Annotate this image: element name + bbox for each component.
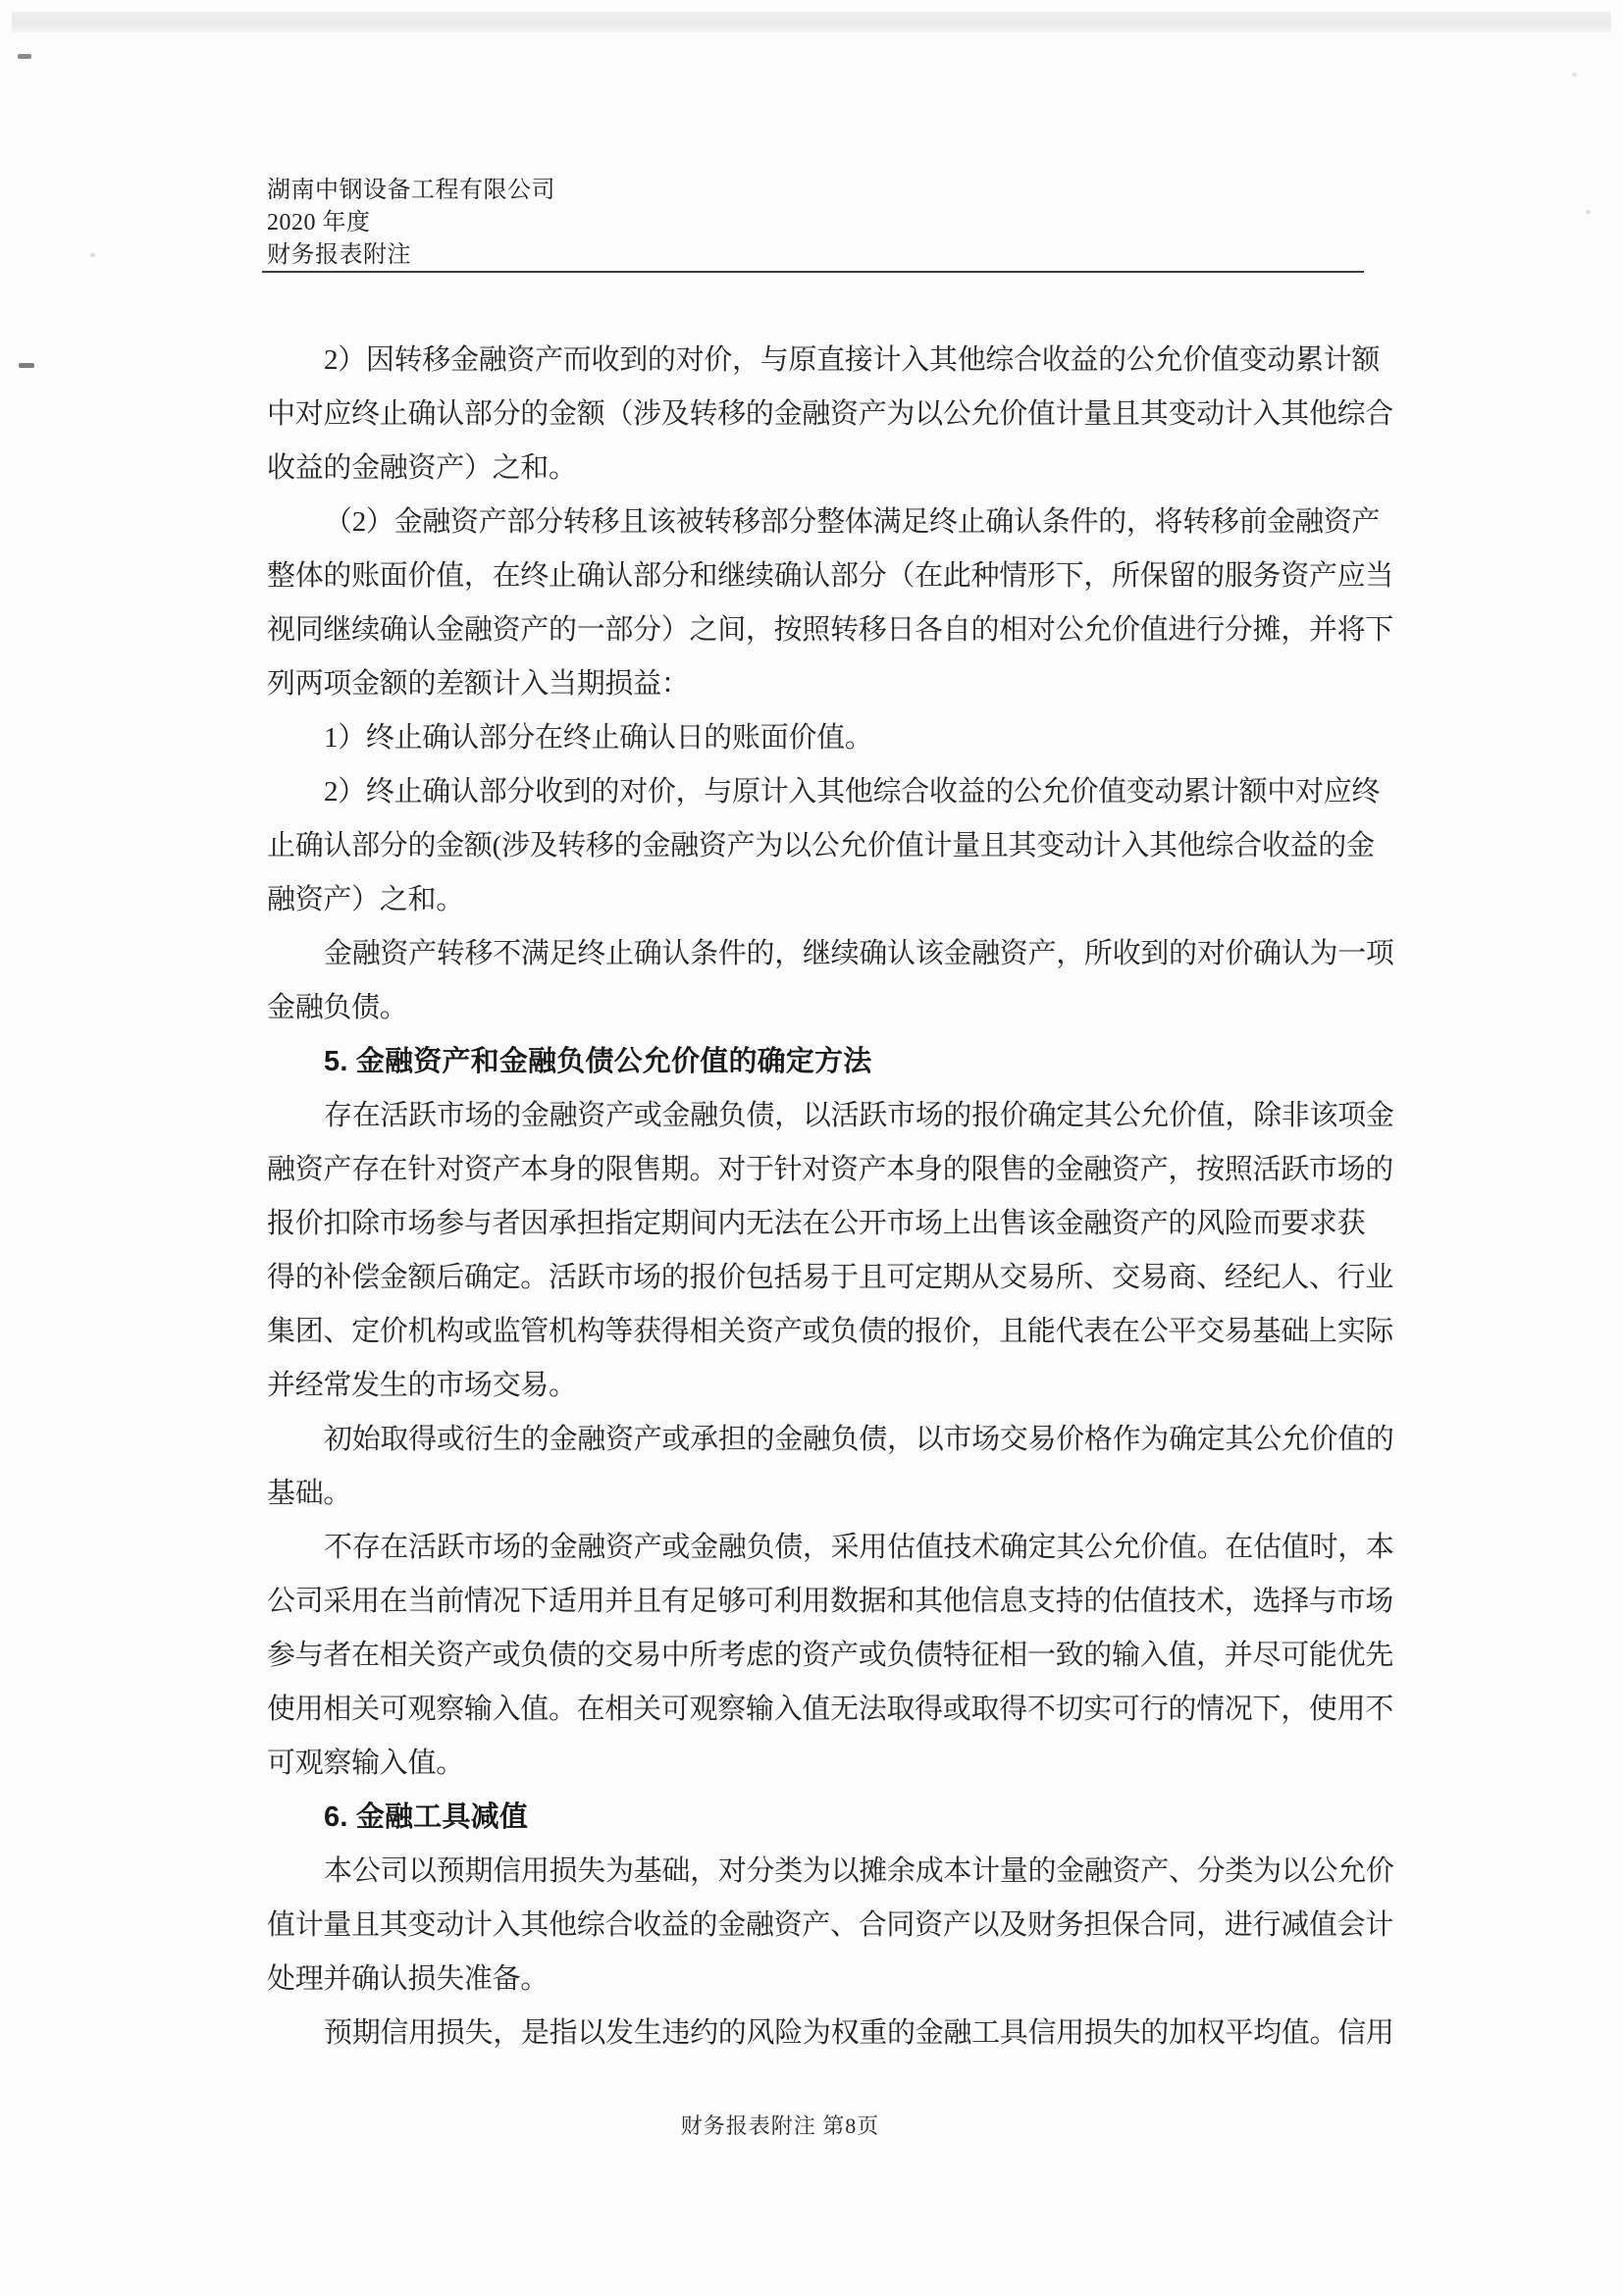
document-footer [265,2110,1295,2140]
body-line: 集团、定价机构或监管机构等获得相关资产或负债的报价，且能代表在公平交易基础上实际 [267,1316,1394,1347]
body-line: 1）终止确认部分在终止确认日的账面价值。 [324,722,873,754]
footer-page-label: 财务报表附注 第8页 [680,2113,880,2138]
scan-artifact-top-band [12,12,1611,32]
body-line: 中对应终止确认部分的金额（涉及转移的金融资产为以公允价值计量且其变动计入其他综合 [267,398,1394,430]
body-line: 基础。 [267,1478,352,1509]
body-line: 金融负债。 [267,992,408,1023]
body-line: 报价扣除市场参与者因承担指定期间内无法在公开市场上出售该金融资产的风险而要求获 [267,1208,1366,1239]
header-company-name: 湖南中钢设备工程有限公司 [267,178,555,203]
scan-artifact [90,253,95,257]
body-line: 存在活跃市场的金融资产或金融负债，以活跃市场的报价确定其公允价值，除非该项金 [324,1100,1394,1131]
body-line: 融资产存在针对资产本身的限售期。对于针对资产本身的限售的金融资产，按照活跃市场的 [267,1154,1394,1185]
body-line: 值计量且其变动计入其他综合收益的金融资产、合同资产以及财务担保合同，进行减值会计 [267,1909,1394,1941]
body-line: 收益的金融资产）之和。 [267,452,577,484]
body-line: 2）终止确认部分收到的对价，与原计入其他综合收益的公允价值变动累计额中对应终 [324,776,1381,808]
body-line: 初始取得或衍生的金融资产或承担的金融负债，以市场交易价格作为确定其公允价值的 [324,1424,1394,1455]
body-line: 2）因转移金融资产而收到的对价，与原直接计入其他综合收益的公允价值变动累计额 [324,344,1381,376]
section-heading: 5. 金融资产和金融负债公允价值的确定方法 [324,1046,872,1077]
body-line: 预期信用损失，是指以发生违约的风险为权重的金融工具信用损失的加权平均值。信用 [324,2017,1394,2049]
body-line: 使用相关可观察输入值。在相关可观察输入值无法取得或取得不切实可行的情况下，使用不 [267,1694,1394,1725]
body-line: 金融资产转移不满足终止确认条件的，继续确认该金融资产，所收到的对价确认为一项 [324,938,1394,969]
document-header [267,175,1150,272]
document-body [267,334,1394,2061]
body-line: 不存在活跃市场的金融资产或金融负债，采用估值技术确定其公允价值。在估值时，本 [324,1532,1394,1563]
scan-artifact [1586,210,1591,214]
scan-artifact [1572,73,1577,77]
body-line: 并经常发生的市场交易。 [267,1370,577,1401]
body-line: 止确认部分的金额(涉及转移的金融资产为以公允价值计量且其变动计入其他综合收益的金 [267,830,1375,861]
header-doc-type: 财务报表附注 [267,242,411,268]
scan-artifact [19,363,34,368]
scan-artifact [18,54,31,59]
body-line: 融资产）之和。 [267,884,464,915]
header-year: 2020 年度 [267,210,371,235]
body-line: （2）金融资产部分转移且该被转移部分整体满足终止确认条件的，将转移前金融资产 [324,506,1381,538]
body-line: 本公司以预期信用损失为基础，对分类为以摊余成本计量的金融资产、分类为以公允价 [324,1855,1394,1887]
body-line: 整体的账面价值，在终止确认部分和继续确认部分（在此种情形下，所保留的服务资产应当 [267,560,1394,592]
body-line: 视同继续确认金融资产的一部分）之间，按照转移日各自的相对公允价值进行分摊，并将下 [267,614,1394,646]
body-line: 列两项金额的差额计入当期损益： [267,668,690,700]
section-heading: 6. 金融工具减值 [324,1801,529,1833]
body-line: 公司采用在当前情况下适用并且有足够可利用数据和其他信息支持的估值技术，选择与市场 [267,1586,1394,1617]
body-line: 可观察输入值。 [267,1748,464,1779]
body-line: 处理并确认损失准备。 [267,1963,550,1995]
body-line: 得的补偿金额后确定。活跃市场的报价包括易于且可定期从交易所、交易商、经纪人、行业 [267,1262,1394,1293]
header-divider [262,271,1364,273]
body-line: 参与者在相关资产或负债的交易中所考虑的资产或负债特征相一致的输入值，并尽可能优先 [267,1640,1394,1671]
